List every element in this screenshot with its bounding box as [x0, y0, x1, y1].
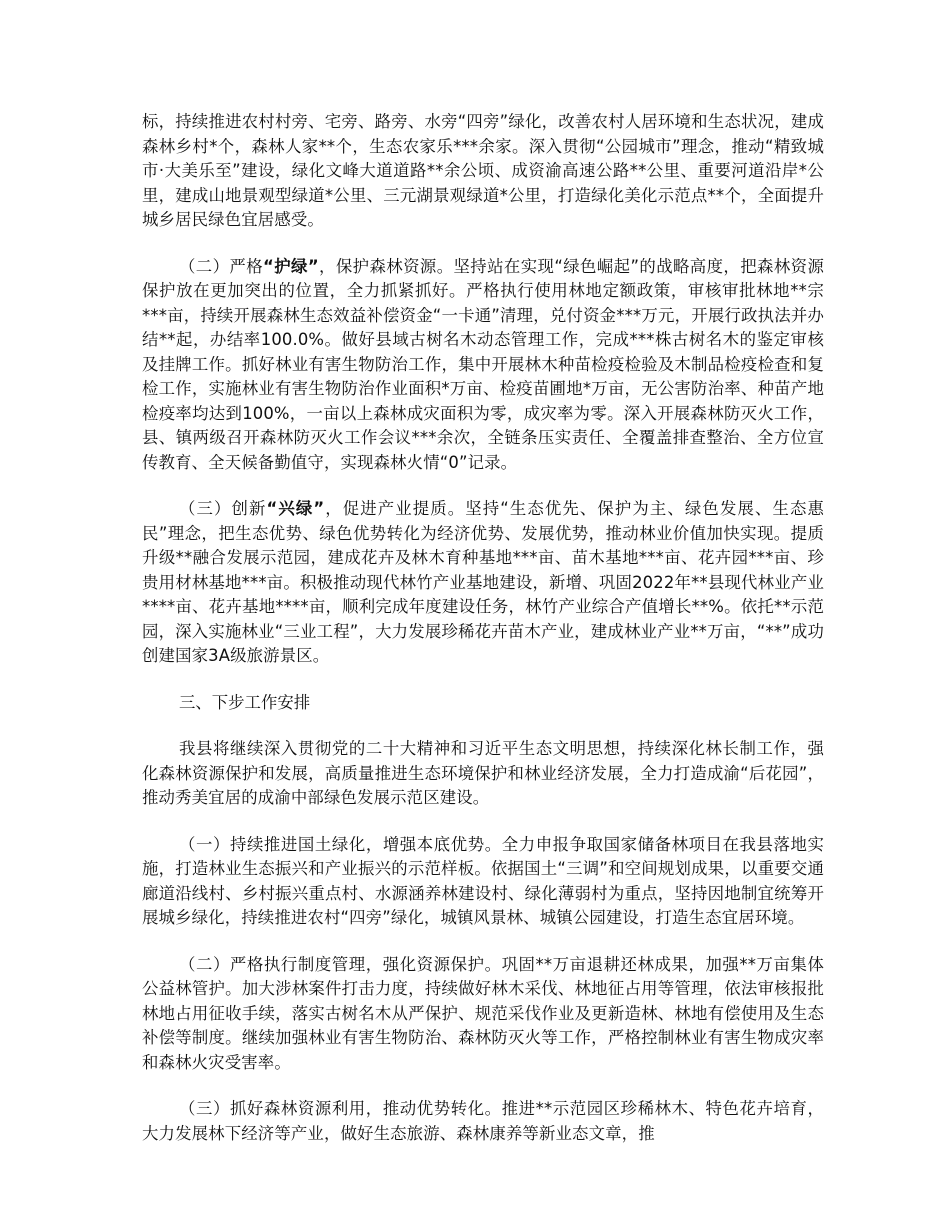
paragraph-body: ，保护森林资源。坚持站在实现“绿色崛起”的战略高度，把森林资源保护放在更加突出的位置，全力抓紧抓好。严格执行使用林地定额政策，审核审批林地**宗***亩，持续开展森林生态效益补偿资金“一卡通”清理，兑付资金***万元，开展行政执法并办结**起，办结率100.0%。做好县域古树名木动态管理工作，完成***株古树名木的鉴定审核及挂牌工作。抓好林业有害生物防治工作，集中开展林木种苗检疫检验及木制品检疫检查和复检工作，实施林业有害生物防治作业面积*万亩、检疫苗圃地*万亩，无公害防治率、种苗产地检疫率均达到100%，一亩以上森林成灾面积为零，成灾率为零。深入开展森林防灭火工作，县、镇两级召开森林防灭火工作会议***余次，全链条压实责任、全覆盖排查整治、全方位宣传教育、全天候备勤值守，实现森林火情“0”记录。	[142, 256, 824, 472]
paragraph-industry-upgrade	[142, 497, 824, 669]
paragraph-prefix: （三）创新	[179, 499, 267, 518]
paragraph-prefix: （二）严格	[179, 256, 264, 276]
paragraph-greening-continuation: 标，持续推进农村村旁、宅旁、路旁、水旁“四旁”绿化，改善农村人居环境和生态状况，建成森林乡村*个，森林人家**个，生态农家乐***余家。深入贯彻“公园城市”理念，推动“精致城市·大美乐至”建设，绿化文峰大道道路**余公顷、成资渝高速公路**公里、重要河道沿岸*公里，建成山地景观型绿道*公里、三元湖景观绿道*公里，打造绿化美化示范点**个，全面提升城乡居民绿色宜居感受。	[142, 112, 824, 229]
document-page	[142, 110, 824, 1168]
paragraph-bold-keyword: “护绿”	[263, 256, 319, 276]
section-heading-next-steps: 三、下步工作安排	[179, 692, 311, 712]
paragraph-protect-forest	[142, 255, 824, 476]
paragraph-body: ，促进产业提质。坚持“生态优先、保护为主、绿色发展、生态惠民”理念，把生态优势、绿色优势转化为经济优势、发展优势，推动林业价值加快实现。提质升级**融合发展示范园，建成花卉及林木育种基地***亩、苗木基地***亩、花卉园***亩、珍贵用材林基地***亩。积极推动现代林竹产业基地建设，新增、巩固2022年**县现代林业产业****亩、花卉基地****亩，顺利完成年度建设任务，林竹产业综合产值增长**%。依托**示范园，深入实施林业“三业工程”，大力发展珍稀花卉苗木产业，建成林业产业**万亩，“**”成功创建国家3A级旅游景区。	[142, 499, 824, 665]
paragraph-bold-keyword: “兴绿”	[266, 499, 325, 518]
paragraph-land-greening: （一）持续推进国土绿化，增强本底优势。全力申报争取国家储备林项目在我县落地实施，打造林业生态振兴和产业振兴的示范样板。依据国土“三调”和空间规划成果，以重要交通廊道沿线村、乡村振兴重点村、水源涵养林建设村、绿化薄弱村为重点，坚持因地制宜统筹开展城乡绿化，持续推进农村“四旁”绿化，城镇风景林、城镇公园建设，打造生态宜居环境。	[142, 834, 824, 927]
paragraph-next-steps-intro: 我县将继续深入贯彻党的二十大精神和习近平生态文明思想，持续深化林长制工作，强化森林资源保护和发展，高质量推进生态环境保护和林业经济发展，全力打造成渝“后花园”，推动秀美宜居的成渝中部绿色发展示范区建设。	[142, 739, 824, 807]
paragraph-system-management: （二）严格执行制度管理，强化资源保护。巩固**万亩退耕还林成果，加强**万亩集体公益林管护。加大涉林案件打击力度，持续做好林木采伐、林地征占用等管理，依法审核报批林地占用征收手续，落实古树名木从严保护、规范采伐作业及更新造林、林地有偿使用及生态补偿等制度。继续加强林业有害生物防治、森林防灭火等工作，严格控制林业有害生物成灾率和森林火灾受害率。	[142, 954, 824, 1072]
paragraph-resource-utilization: （三）抓好森林资源利用，推动优势转化。推进**示范园区珍稀林木、特色花卉培育，大力发展林下经济等产业，做好生态旅游、森林康养等新业态文章，推	[142, 1099, 824, 1143]
